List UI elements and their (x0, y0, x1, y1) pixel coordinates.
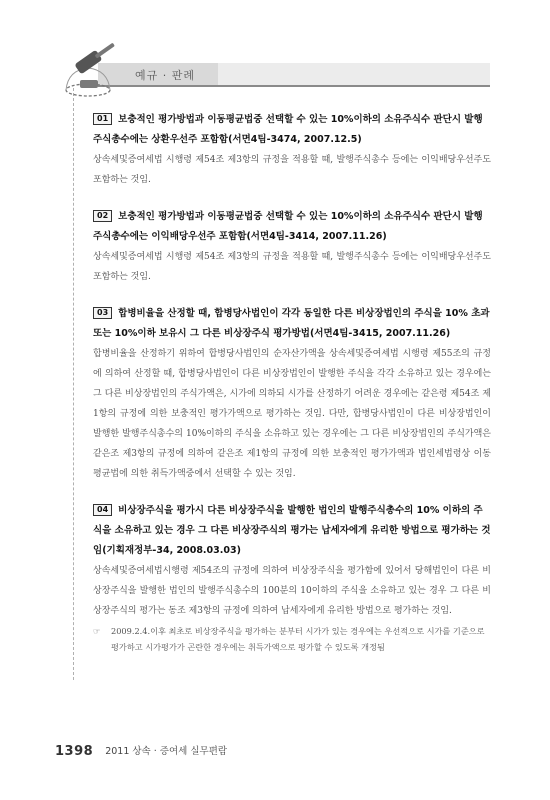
case-body: 합병비율을 산정하기 위하여 합병당사법인의 순자산가액을 상속세및증여세법 시행령 제55조의 규정에 의하여 산정할 때, 합병당사법인이 다른 비상장법인이 발행한 주식을 각각 소유하고 있는 경우에는 그 다른 비상장법인의 주식가액은, 시가에 의하되 시가를 산정하기 어려운 경우에는 같은령 제54조 제1항의 규정에 의한 보충적인 평가가액으로 평가하는 것임. 다만, 합병당사법인이 다른 비상장법인이 발행한 발행주식총수의 10%이하의 주식을 소유하고 있는 경우에는 그 다른 비상장법인의 주식가액은 같은조 제3항의 규정에 의하여 같은조 제1항의 규정에 의한 보충적인 평가가액과 법인세법령상 이동평균법에 의한 취득가액중에서 선택할 수 있는 것임. (93, 349, 491, 479)
case-title-text: 비상장주식을 평가시 다른 비상장주식을 발행한 법인의 발행주식총수의 10% 이하의 주식을 소유하고 있는 경우 그 다른 비상장주식의 평가는 납세자에게 유리한 방법으로 평가하는 것임 (93, 505, 491, 556)
case-title-text: 보충적인 평가방법과 이동평균법중 선택할 수 있는 10%이하의 소유주식수 판단시 발행주식총수에는 이익배당우선주 포함함 (93, 211, 483, 242)
gavel-icon (58, 40, 122, 100)
page-footer (55, 740, 227, 759)
case-entry (93, 110, 491, 190)
case-title (93, 207, 491, 247)
case-reference: (서면4팀-3414, 2007.11.26) (246, 231, 387, 242)
revision-note (93, 623, 491, 655)
case-entry (93, 207, 491, 287)
page-number: 1398 (55, 744, 94, 759)
case-body: 상속세및증여세법 시행령 제54조 제3항의 규정을 적용할 때, 발행주식총수 등에는 이익배당우선주도 포함하는 것임. (93, 252, 491, 282)
case-entry (93, 501, 491, 655)
case-number-badge: 01 (93, 113, 112, 125)
section-category-label: 예규 · 판례 (135, 69, 195, 82)
case-reference: (서면4팀-3415, 2007.11.26) (309, 328, 451, 339)
case-number-badge: 04 (93, 504, 112, 516)
case-number-badge: 03 (93, 307, 112, 319)
case-title-text: 보충적인 평가방법과 이동평균법중 선택할 수 있는 10%이하의 소유주식수 판단시 발행주식총수에는 상환우선주 포함함 (93, 114, 483, 145)
case-reference: (기획재정부-34, 2008.03.03) (102, 545, 241, 556)
case-title (93, 110, 491, 150)
margin-guide-line (73, 88, 74, 680)
case-title-text: 합병비율을 산정할 때, 합병당사법인이 각각 동일한 다른 비상장법인의 주식을 10% 초과 또는 10%이하 보유시 그 다른 비상장주식 평가방법 (93, 308, 490, 339)
case-title (93, 304, 491, 344)
revision-note-text: 2009.2.4.이후 최초로 비상장주식을 평가하는 분부터 시가가 있는 경우에는 우선적으로 시가를 기준으로 평가하고 시가평가가 곤란한 경우에는 취득가액으로 평가할 수 있도록 개정됨 (111, 626, 485, 652)
case-entry (93, 304, 491, 484)
pointing-hand-icon: ☞ (93, 626, 101, 636)
case-body: 상속세및증여세법 시행령 제54조 제3항의 규정을 적용할 때, 발행주식총수 등에는 이익배당우선주도 포함하는 것임. (93, 155, 491, 185)
case-number-badge: 02 (93, 210, 112, 222)
book-title: 2011 상속 · 증여세 실무편람 (105, 746, 228, 757)
case-title (93, 501, 491, 561)
content-area (93, 110, 491, 672)
case-reference: (서면4팀-3474, 2007.12.5) (228, 134, 362, 145)
case-body: 상속세및증여세법시행령 제54조의 규정에 의하여 비상장주식을 평가함에 있어서 당해법인이 다른 비상장주식을 발행한 법인의 발행주식총수의 100분의 10이하의 주식을 소유하고 있는 경우 그 다른 비상장주식의 평가는 동조 제3항의 규정에 의하여 납세자에게 유리한 방법으로 평가하는 것임. (93, 566, 491, 616)
